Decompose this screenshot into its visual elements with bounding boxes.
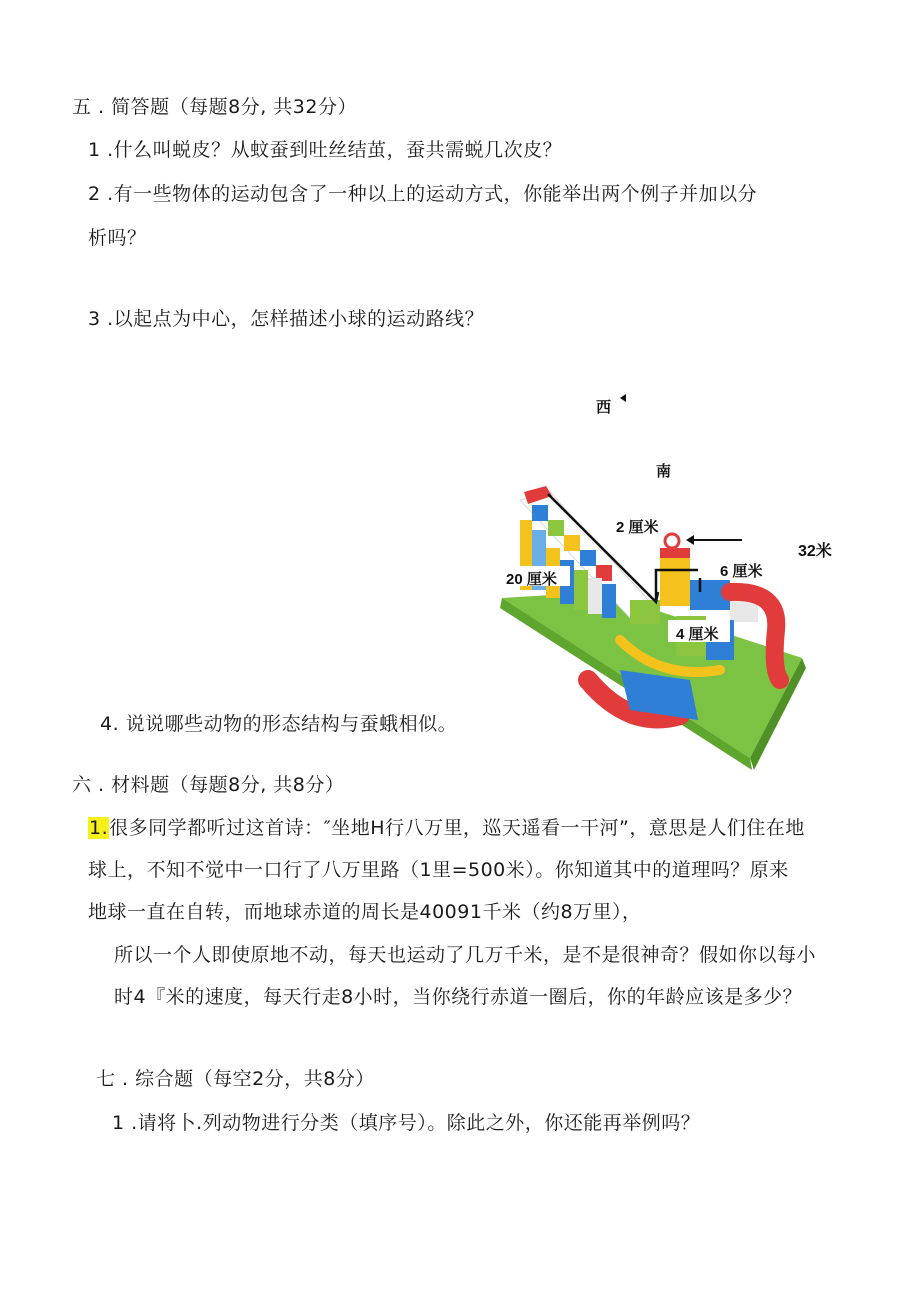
- section6-p1-text: 很多同学都听过这首诗：″坐地H行八万里，巡天遥看一干河”，意思是人们住在地: [109, 817, 805, 839]
- start-ball-icon: [665, 534, 679, 548]
- marble-run-figure: [480, 380, 920, 780]
- section7-title: 七 . 综合题（每空2分，共8分）: [96, 1068, 375, 1090]
- section7-question-1: 1 .请将卜.列动物进行分类（填序号）。除此之外，你还能再举例吗？: [112, 1112, 701, 1134]
- section6-paragraph-line4: 所以一个人即使原地不动，每天也运动了几万千米，是不是很神奇？假如你以每小: [114, 944, 817, 966]
- section5-question-4: 4. 说说哪些动物的形态结构与蚕蛾相似。: [100, 713, 458, 735]
- distance-20cm-label: 20 厘米: [506, 571, 557, 588]
- section6-title: 六 . 材料题（每题8分, 共8分）: [72, 774, 345, 796]
- direction-south-label: 南: [656, 463, 672, 480]
- section6-paragraph-line5: 时4『米的速度，每天行走8小时，当你绕行赤道一圈后，你的年龄应该是多少？: [114, 986, 803, 1008]
- direction-west-label: 西: [596, 399, 612, 416]
- distance-4cm-label: 4 厘米: [676, 626, 719, 643]
- distance-32m-label: 32米: [798, 543, 832, 560]
- section5-question-1: 1 .什么叫蜕皮？从蚊蚕到吐丝结茧，蚕共需蜕几次皮？: [88, 139, 563, 161]
- section6-paragraph-line1: [88, 815, 805, 841]
- section5-question-2-line1: 2 .有一些物体的运动包含了一种以上的运动方式，你能举出两个例子并加以分: [88, 183, 758, 205]
- distance-2cm-label: 2 厘米: [616, 519, 659, 536]
- distance-6cm-label: 6 厘米: [720, 563, 763, 580]
- west-arrow-icon: [620, 394, 626, 402]
- section5-title: 五 . 简答题（每题8分, 共32分）: [72, 96, 357, 118]
- section5-question-3: 3 .以起点为中心，怎样描述小球的运动路线？: [88, 308, 485, 330]
- section5-question-2-line2: 析吗？: [88, 227, 147, 249]
- section6-paragraph-line2: 球上，不知不觉中一口行了八万里路（1里=500米）。你知道其中的道理吗？原来: [88, 859, 789, 881]
- section6-paragraph-line3: 地球一直在自转，而地球赤道的周长是40091千米（约8万里），: [88, 901, 642, 923]
- question-number-highlight: 1.: [89, 817, 109, 839]
